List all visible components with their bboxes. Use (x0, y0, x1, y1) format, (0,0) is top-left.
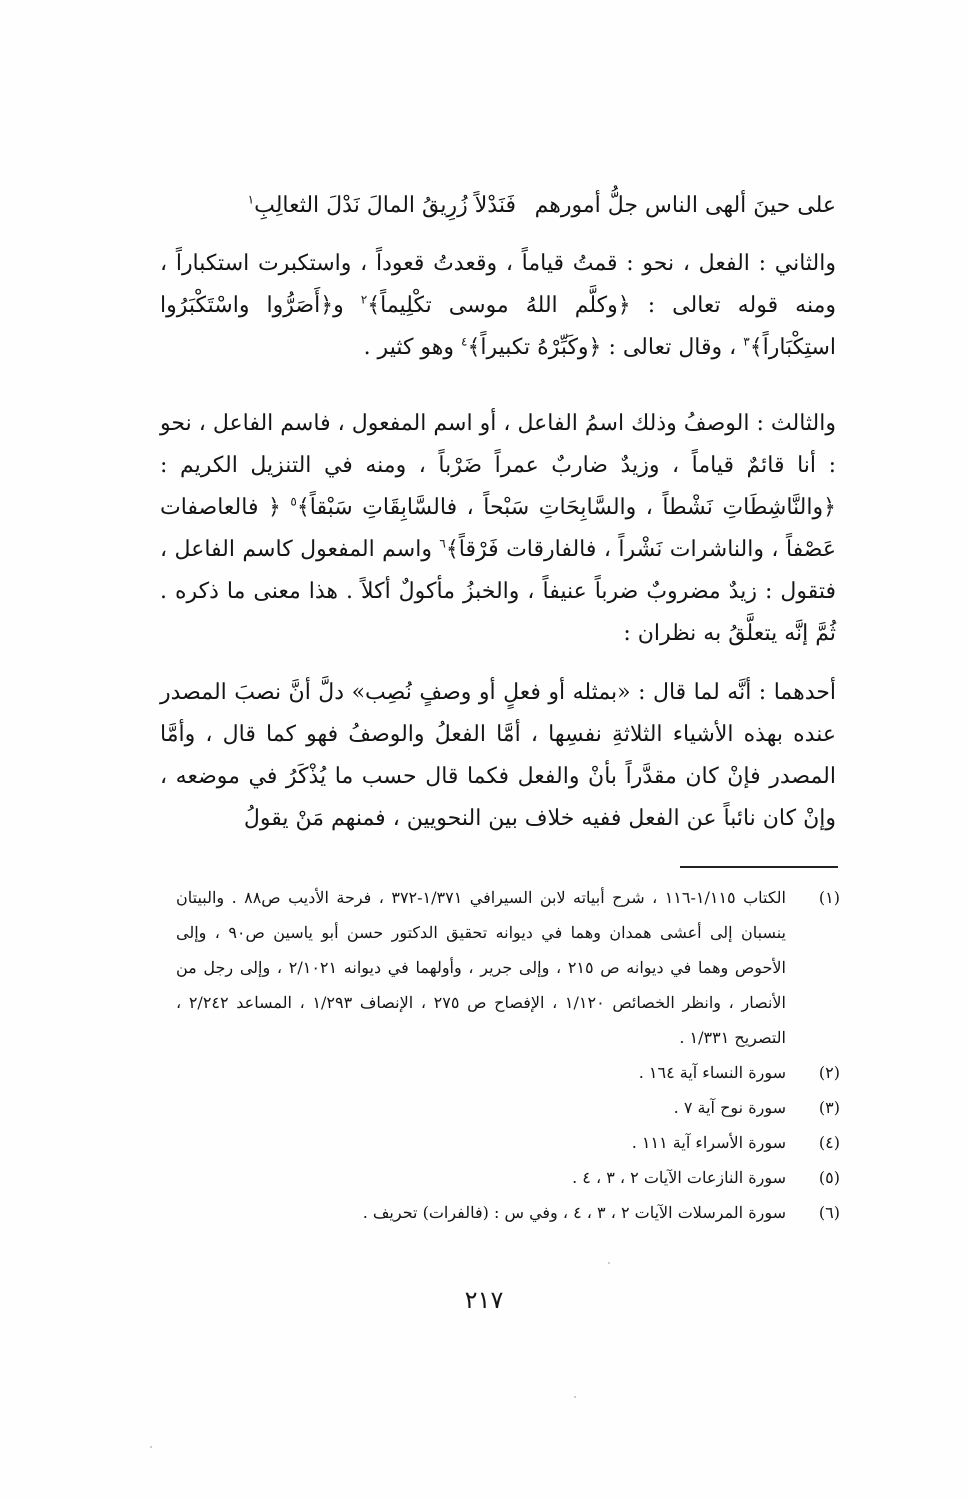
verse-hemistich-second (248, 186, 516, 226)
paragraph-text: والثالث : الوصفُ وذلك اسمُ الفاعل ، أو اسم المفعول ، فاسم الفاعل ، نحو : أنا قائمٌ قياماً ، وزيدٌ ضاربٌ عمراً ضَرْباً ، ومنه في التنزيل الكريم : ﴿والنَّاشِطَاتِ نَشْطاً ، والسَّابِحَاتِ سَبْحاً ، فالسَّابِقَاتِ سَبْقاً﴾ (160, 411, 836, 520)
footnote-item (176, 880, 840, 1055)
paragraph-text: واسم المفعول كاسم الفاعل ، فتقول : زيدٌ مضروبٌ ضرباً عنيفاً ، والخبزُ مأكولٌ أكلاً . هذا معنى ما ذكره . ثُمَّ إنَّه يتعلَّقُ به نظران : (160, 537, 836, 646)
footnote-ref: ٢ (360, 292, 368, 307)
scan-speck (574, 1396, 576, 1398)
footnotes (176, 880, 840, 1230)
footnote-separator (680, 866, 838, 868)
footnote-number: (٤) (818, 1133, 840, 1152)
footnote-text: سورة نوح آية ٧ . (673, 1098, 786, 1117)
verse-hemistich-first (535, 186, 836, 226)
paragraph-text: ، وقال تعالى : ﴿وكَبِّرْهُ تكبيراً﴾ (467, 335, 744, 360)
footnote-text: سورة النساء آية ١٦٤ . (638, 1063, 786, 1082)
paragraph-text: وهو كثير . (363, 335, 462, 360)
paragraph-first-view: أحدهما : أنَّه لما قال : «بمثله أو فعلٍ أو وصفٍ نُصِب» دلَّ أنَّ نصبَ المصدر عنده بهذه الأشياء الثلاثةِ نفسِها ، أمَّا الفعلُ والوصفُ فهو كما قال ، وأمَّا المصدر فإنْ كان مقدَّراً بأنْ والفعل فكما قال حسب ما يُذْكَرُ في موضعه ، وإنْ كان نائباً عن الفعل ففيه خلاف بين النحويين ، فمنهم مَنْ يقولُ (160, 680, 836, 831)
scan-speck (150, 1446, 152, 1448)
paragraph-text: ﴿ فالعاصفات عَصْفاً ، والناشرات نَشْراً ، فالفارقات فَرْقاً﴾ (160, 495, 836, 562)
paragraph-adjective (160, 403, 836, 655)
footnote-ref: ٤ (461, 334, 468, 349)
paragraph-verb (160, 243, 836, 369)
footnote-ref: ٦ (439, 536, 446, 551)
footnote-number: (١) (818, 888, 840, 907)
footnote-number: (٢) (818, 1063, 840, 1082)
footnote-item (176, 1125, 840, 1160)
scan-speck (608, 1262, 610, 1264)
footnote-item (176, 1160, 840, 1195)
footnote-ref: ١ (247, 192, 255, 207)
paragraph-text: والثاني : الفعل ، نحو : قمتُ قياماً ، وقعدتُ قعوداً ، واستكبرت استكباراً ، ومنه قوله تعالى : ﴿وكلَّم اللهُ موسى تكْلِيماً﴾ (160, 251, 836, 318)
verse-hemistich-first-text: على حينَ ألهى الناس جلُّ أمورهم (534, 193, 836, 218)
footnote-ref: ٥ (290, 494, 297, 509)
footnote-item (176, 1195, 840, 1230)
paragraph-text: و﴿أَصَرُّوا واسْتَكْبَرُوا استِكْبَاراً﴾ (160, 293, 836, 360)
footnote-item (176, 1055, 840, 1090)
footnote-number: (٣) (818, 1098, 840, 1117)
footnote-item (176, 1090, 840, 1125)
footnote-text: سورة النازعات الآيات ٢ ، ٣ ، ٤ . (572, 1168, 786, 1187)
footnote-text: الكتاب ١/١١٥-١١٦ ، شرح أبياته لابن السيرافي ١/٣٧١-٣٧٢ ، فرحة الأديب ص٨٨ . والبيتان ينسبان إلى أعشى همدان وهما في ديوانه تحقيق الدكتور حسن أبو ياسين ص٩٠ ، وإلى الأحوص وهما في ديوانه ص ٢١٥ ، وإلى جرير ، وأولهما في ديوانه ٢/١٠٢١ ، وإلى رجل من الأنصار ، وانظر الخصائص ١/١٢٠ ، الإفصاح ص ٢٧٥ ، الإنصاف ١/٢٩٣ ، المساعد ٢/٢٤٢ ، التصريح ١/٣٣١ . (176, 888, 787, 1047)
page-number: ٢١٧ (464, 1286, 504, 1314)
footnote-text: سورة المرسلات الآيات ٢ ، ٣ ، ٤ ، وفي س : (فالفرات) تحريف . (362, 1203, 786, 1222)
verse-hemistich-second-text: فَنَدْلاً زُرِيقُ المالَ نَدْلَ الثعالِبِ (254, 193, 516, 218)
footnote-number: (٥) (818, 1168, 840, 1187)
footnote-text: سورة الأسراء آية ١١١ . (631, 1133, 786, 1152)
footnote-ref: ٣ (743, 334, 750, 349)
footnote-number: (٦) (818, 1203, 840, 1222)
